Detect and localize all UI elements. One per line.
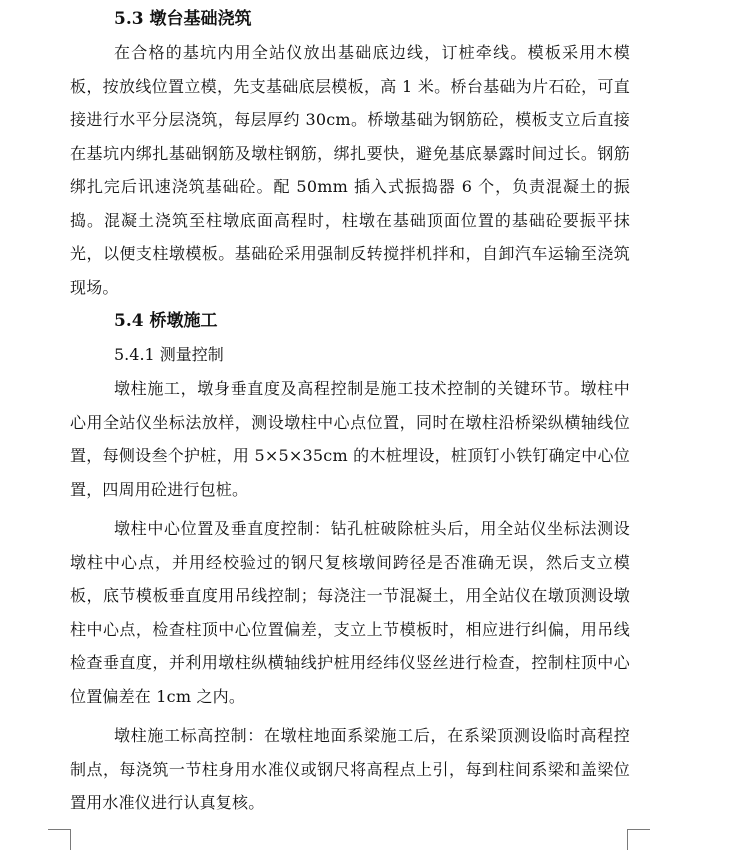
paragraph-elevation-control: 墩柱施工标高控制：在墩柱地面系梁施工后，在系梁顶测设临时高程控制点，每浇筑一节柱身用水准仪或钢尺将高程点上引，每到柱间系梁和盖梁位置用水准仪进行认真复核。 [70, 726, 630, 812]
page-corner-mark-left [48, 829, 71, 850]
section-heading-5-4: 5.4 桥墩施工 [114, 311, 218, 331]
paragraph-survey-control: 墩柱施工，墩身垂直度及高程控制是施工技术控制的关键环节。墩柱中心用全站仪坐标法放样，测设墩柱中心点位置，同时在墩柱沿桥梁纵横轴线位置，每侧设叁个护桩，用 5×5×35cm 的木桩埋设，桩顶钉小铁钉确定中心位置，四周用砼进行包桩。 [70, 379, 630, 499]
paragraph-5-3-body: 在合格的基坑内用全站仪放出基础底边线，订桩牵线。模板采用木模板，按放线位置立模，先支基础底层模板，高 1 米。桥台基础为片石砼，可直接进行水平分层浇筑，每层厚约 30cm。桥墩基础为钢筋砼，模板支立后直接在基坑内绑扎基础钢筋及墩柱钢筋，绑扎要快，避免基底暴露时间过长。钢筋绑扎完后讯速浇筑基础砼。配 50mm 插入式振捣器 6 个，负责混凝土的振捣。混凝土浇筑至柱墩底面高程时，柱墩在基础顶面位置的基础砼要振平抹光，以便支柱墩模板。基础砼采用强制反转搅拌机拌和，自卸汽车运输至浇筑现场。 [70, 43, 630, 297]
document-body [70, 2, 630, 820]
subsection-heading-5-4-1: 5.4.1 测量控制 [114, 345, 224, 364]
section-heading-5-3: 5.3 墩台基础浇筑 [114, 9, 252, 29]
paragraph-verticality-control: 墩柱中心位置及垂直度控制：钻孔桩破除桩头后，用全站仪坐标法测设墩柱中心点，并用经校验过的钢尺复核墩间跨径是否准确无误，然后支立模板，底节模板垂直度用吊线控制；每浇注一节混凝土，用全站仪在墩顶测设墩柱中心点，检查柱顶中心位置偏差，支立上节模板时，相应进行纠偏，用吊线检查垂直度，并利用墩柱纵横轴线护桩用经纬仪竖丝进行检查，控制柱顶中心位置偏差在 1cm 之内。 [70, 519, 630, 706]
page-corner-mark-right [627, 829, 650, 850]
